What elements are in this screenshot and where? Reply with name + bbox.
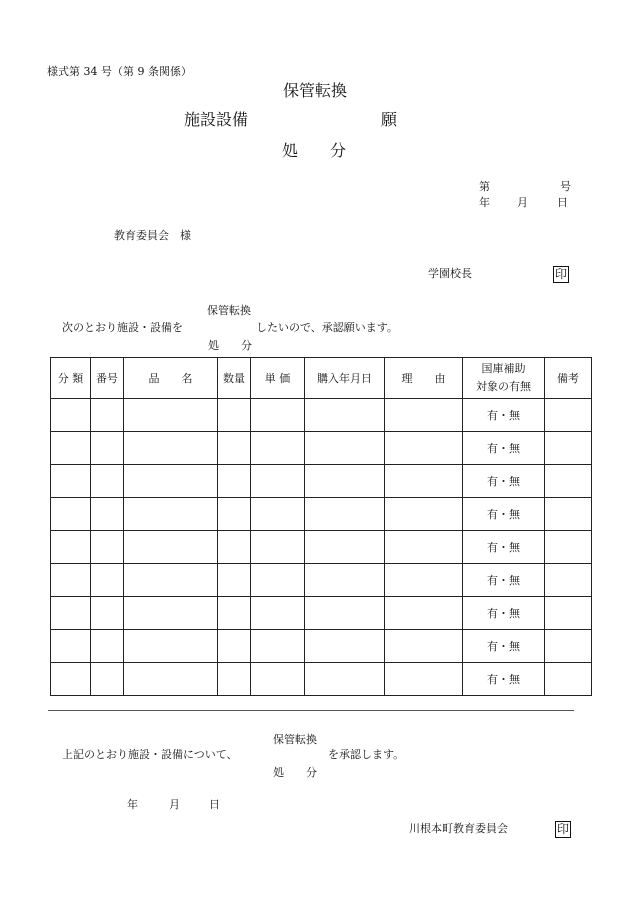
title-right: 願 [381, 110, 398, 129]
cell-number [91, 465, 124, 498]
title-option-top: 保管転換 [283, 81, 348, 100]
request-option-top: 保管転換 [207, 304, 251, 317]
cell-subsidy[interactable]: 有・無 [463, 663, 545, 696]
cell-item-name [124, 564, 218, 597]
col-subsidy-line1: 国庫補助 [481, 362, 526, 375]
cell-reason [385, 630, 463, 663]
ref-day: 日 [557, 196, 568, 209]
title-left: 施設設備 [184, 110, 249, 129]
cell-number [91, 564, 124, 597]
cell-number [91, 432, 124, 465]
title-option-bottom: 処 分 [282, 141, 347, 160]
cell-item-name [124, 630, 218, 663]
col-item-name: 品 名 [124, 358, 218, 399]
ref-month: 月 [517, 196, 528, 209]
cell-item-name [124, 432, 218, 465]
cell-purchase-date [305, 597, 385, 630]
table-header-row [51, 358, 592, 399]
cell-remarks [545, 432, 592, 465]
col-quantity: 数量 [218, 358, 251, 399]
request-text-right: したいので、承認願います。 [256, 321, 398, 334]
cell-reason [385, 564, 463, 597]
col-subsidy-line2: 対象の有無 [476, 380, 531, 393]
cell-unit-price [251, 465, 305, 498]
col-remarks: 備考 [545, 358, 592, 399]
cell-quantity [218, 663, 251, 696]
table-row [51, 399, 592, 432]
cell-reason [385, 432, 463, 465]
table-row [51, 597, 592, 630]
cell-remarks [545, 564, 592, 597]
applicant-seal [553, 263, 569, 283]
table-row [51, 432, 592, 465]
cell-unit-price [251, 531, 305, 564]
cell-quantity [218, 432, 251, 465]
ref-number-prefix: 第 [479, 180, 490, 193]
cell-item-name [124, 399, 218, 432]
cell-quantity [218, 597, 251, 630]
cell-quantity [218, 564, 251, 597]
cell-quantity [218, 531, 251, 564]
cell-subsidy[interactable]: 有・無 [463, 465, 545, 498]
request-text-left: 次のとおり施設・設備を [62, 321, 183, 334]
cell-unit-price [251, 630, 305, 663]
cell-unit-price [251, 663, 305, 696]
cell-remarks [545, 531, 592, 564]
cell-remarks [545, 399, 592, 432]
cell-purchase-date [305, 498, 385, 531]
col-reason: 理 由 [385, 358, 463, 399]
cell-item-name [124, 663, 218, 696]
cell-category [51, 564, 91, 597]
cell-subsidy[interactable]: 有・無 [463, 399, 545, 432]
approval-year: 年 [127, 798, 138, 811]
col-category: 分 類 [51, 358, 91, 399]
cell-quantity [218, 498, 251, 531]
cell-number [91, 531, 124, 564]
cell-reason [385, 465, 463, 498]
cell-reason [385, 531, 463, 564]
cell-category [51, 630, 91, 663]
cell-subsidy[interactable]: 有・無 [463, 597, 545, 630]
approval-option-bottom: 処 分 [273, 766, 317, 779]
cell-purchase-date [305, 630, 385, 663]
table-row [51, 498, 592, 531]
col-number: 番号 [91, 358, 124, 399]
cell-subsidy[interactable]: 有・無 [463, 630, 545, 663]
table-row [51, 465, 592, 498]
cell-item-name [124, 597, 218, 630]
table-row [51, 663, 592, 696]
cell-quantity [218, 465, 251, 498]
cell-subsidy[interactable]: 有・無 [463, 432, 545, 465]
cell-unit-price [251, 432, 305, 465]
cell-number [91, 597, 124, 630]
cell-purchase-date [305, 399, 385, 432]
cell-unit-price [251, 498, 305, 531]
cell-number [91, 663, 124, 696]
table-row [51, 531, 592, 564]
cell-reason [385, 399, 463, 432]
ref-number-suffix: 号 [560, 180, 571, 193]
addressee: 教育委員会 様 [114, 229, 191, 242]
seal-mark: 印 [557, 822, 570, 836]
cell-category [51, 597, 91, 630]
table-row [51, 564, 592, 597]
cell-purchase-date [305, 564, 385, 597]
cell-remarks [545, 498, 592, 531]
cell-unit-price [251, 597, 305, 630]
col-unit-price: 単 価 [251, 358, 305, 399]
cell-purchase-date [305, 531, 385, 564]
cell-remarks [545, 465, 592, 498]
cell-remarks [545, 597, 592, 630]
approval-text-right: を承認します。 [328, 748, 405, 761]
cell-number [91, 498, 124, 531]
approval-day: 日 [209, 798, 220, 811]
cell-quantity [218, 630, 251, 663]
cell-number [91, 399, 124, 432]
ref-year: 年 [479, 196, 490, 209]
cell-item-name [124, 498, 218, 531]
cell-unit-price [251, 564, 305, 597]
cell-subsidy[interactable]: 有・無 [463, 531, 545, 564]
approval-text-left: 上記のとおり施設・設備について、 [62, 748, 238, 761]
cell-reason [385, 498, 463, 531]
cell-number [91, 630, 124, 663]
cell-quantity [218, 399, 251, 432]
cell-reason [385, 597, 463, 630]
cell-category [51, 432, 91, 465]
item-table [50, 357, 592, 696]
cell-category [51, 399, 91, 432]
seal-mark: 印 [555, 267, 568, 281]
col-purchase-date: 購入年月日 [305, 358, 385, 399]
cell-remarks [545, 630, 592, 663]
cell-purchase-date [305, 432, 385, 465]
approval-month: 月 [169, 798, 180, 811]
cell-remarks [545, 663, 592, 696]
cell-category [51, 663, 91, 696]
applicant-label: 学園校長 [428, 267, 472, 280]
cell-category [51, 531, 91, 564]
issuer-seal [555, 818, 571, 838]
cell-purchase-date [305, 663, 385, 696]
cell-subsidy[interactable]: 有・無 [463, 498, 545, 531]
cell-subsidy[interactable]: 有・無 [463, 564, 545, 597]
cell-purchase-date [305, 465, 385, 498]
form-number: 様式第 34 号（第 9 条関係） [47, 65, 192, 78]
issuer-name: 川根本町教育委員会 [409, 822, 508, 835]
table-row [51, 630, 592, 663]
divider [48, 710, 574, 711]
cell-item-name [124, 465, 218, 498]
request-option-bottom: 処 分 [208, 339, 252, 352]
approval-option-top: 保管転換 [273, 733, 317, 746]
cell-category [51, 465, 91, 498]
col-subsidy [463, 358, 545, 399]
cell-category [51, 498, 91, 531]
cell-unit-price [251, 399, 305, 432]
cell-reason [385, 663, 463, 696]
cell-item-name [124, 531, 218, 564]
